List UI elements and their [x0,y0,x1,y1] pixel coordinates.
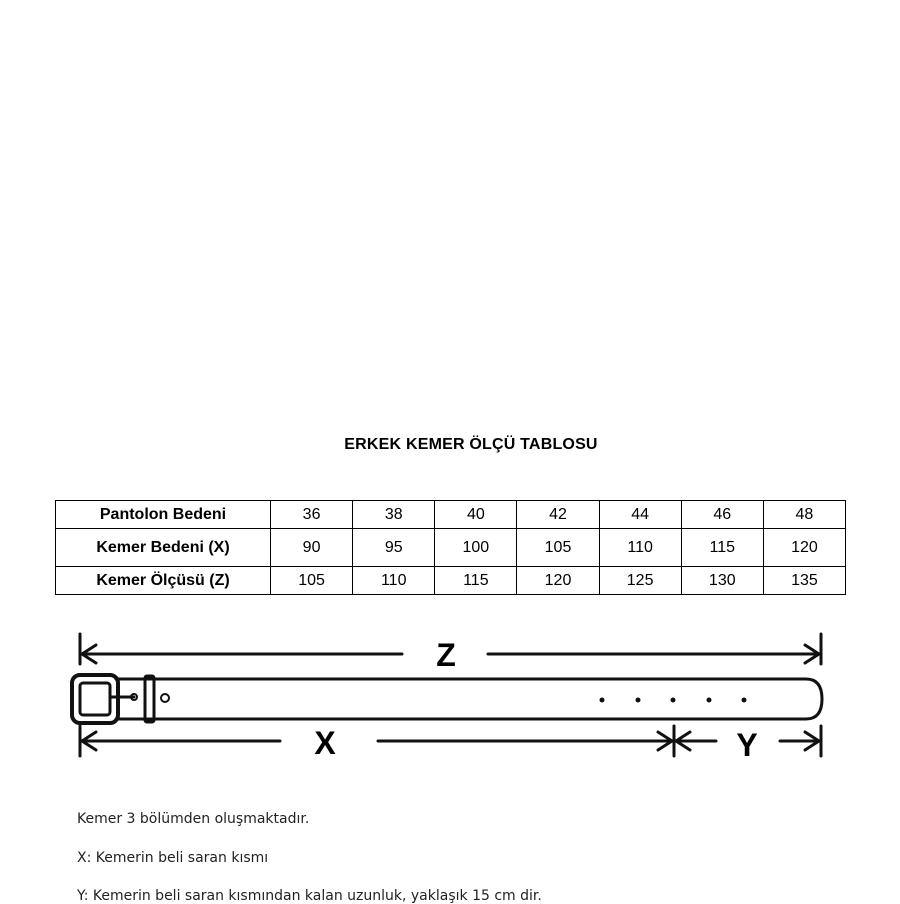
table-cell: 110 [353,567,435,595]
row-label: Pantolon Bedeni [56,501,271,529]
adjustment-hole [742,698,747,703]
adjustment-hole [600,698,605,703]
table-cell: 120 [763,529,845,567]
buckle-inner [80,683,110,715]
table-cell: 115 [681,529,763,567]
belt-strap [116,679,822,719]
table-cell: 135 [763,567,845,595]
y-label: Y [736,727,758,763]
table-cell: 46 [681,501,763,529]
table-row [56,529,846,567]
belt-diagram [0,620,900,780]
note-x: X: Kemerin beli saran kısmı [77,850,269,866]
table-cell: 100 [435,529,517,567]
row-label: Kemer Ölçüsü (Z) [56,567,271,595]
table-row [56,501,846,529]
page-title: ERKEK KEMER ÖLÇÜ TABLOSU [344,436,598,453]
table-cell: 44 [599,501,681,529]
table-cell: 95 [353,529,435,567]
size-table [55,500,846,595]
table-cell: 120 [517,567,599,595]
note-parts: Kemer 3 bölümden oluşmaktadır. [77,811,310,827]
table-cell: 48 [763,501,845,529]
adjustment-hole [671,698,676,703]
table-row [56,567,846,595]
belt-keeper [145,676,154,722]
adjustment-hole [636,698,641,703]
z-label: Z [436,637,456,673]
note-y: Y: Kemerin beli saran kısmından kalan uzunluk, yaklaşık 15 cm dir. [77,888,542,904]
table-cell: 90 [271,529,353,567]
table-cell: 105 [271,567,353,595]
table-cell: 105 [517,529,599,567]
table-cell: 42 [517,501,599,529]
table-cell: 110 [599,529,681,567]
table-cell: 130 [681,567,763,595]
x-label: X [314,725,336,761]
table-cell: 40 [435,501,517,529]
table-cell: 36 [271,501,353,529]
strap-hole [161,694,169,702]
row-label: Kemer Bedeni (X) [56,529,271,567]
table-cell: 38 [353,501,435,529]
adjustment-hole [707,698,712,703]
table-cell: 115 [435,567,517,595]
table-cell: 125 [599,567,681,595]
